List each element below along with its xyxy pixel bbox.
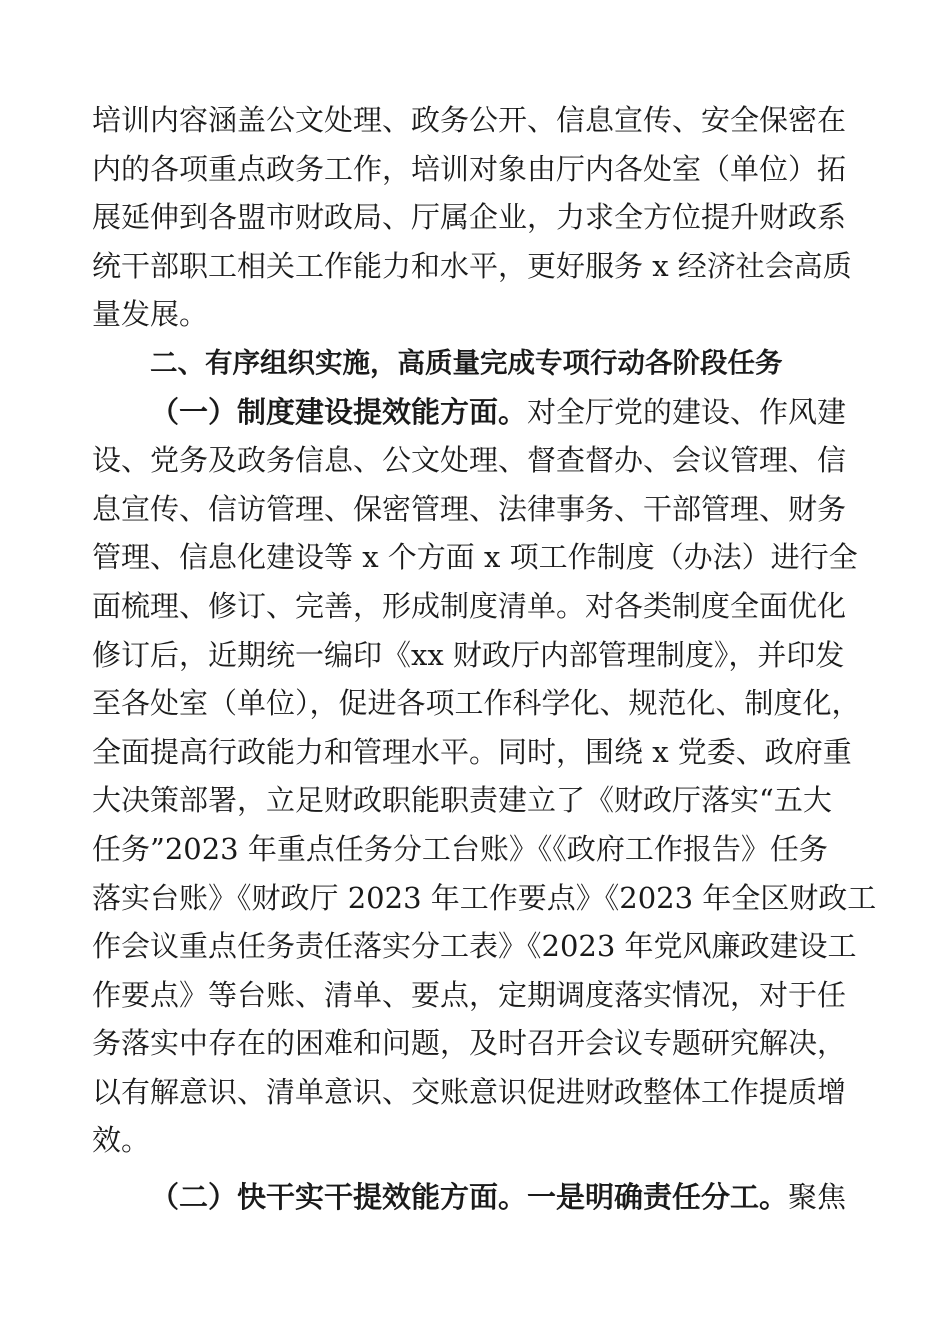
document-page <box>92 96 877 1222</box>
paragraph-system-building <box>92 388 877 1166</box>
text-line: 设、党务及政务信息、公文处理、督查督办、会议管理、信 <box>92 443 847 478</box>
text-line: 修订后，近期统一编印《xx 财政厅内部管理制度》，并印发 <box>92 637 845 672</box>
text-line <box>92 1173 858 1222</box>
text-line: 大决策部署，立足财政职能职责建立了《财政厅落实“五大 <box>92 783 832 818</box>
text-line: 面梳理、修订、完善，形成制度清单。对各类制度全面优化 <box>92 588 847 623</box>
paragraph-training <box>92 96 858 339</box>
text-line <box>92 388 858 437</box>
text-span-bold: 一是明确责任分工。 <box>527 1180 789 1215</box>
text-line: 息宣传、信访管理、保密管理、法律事务、干部管理、财务 <box>92 491 847 526</box>
text-line: 展延伸到各盟市财政局、厅属企业，力求全方位提升财政系 <box>92 200 847 235</box>
text-line: 务落实中存在的困难和问题，及时召开会议专题研究解决， <box>92 1026 847 1061</box>
text-line: 管理、信息化建设等 x 个方面 x 项工作制度（办法）进行全 <box>92 540 858 575</box>
text-line: 培训内容涵盖公文处理、政务公开、信息宣传、安全保密在 <box>92 103 847 137</box>
text-line: 全面提高行政能力和管理水平。同时，围绕 x 党委、政府重 <box>92 734 852 769</box>
text-line: 任务”2023 年重点任务分工台账》《《政府工作报告》任务 <box>92 831 828 866</box>
text-line: 量发展。 <box>92 297 209 332</box>
text-line: 作会议重点任务责任落实分工表》《2023 年党风廉政建设工 <box>92 929 857 964</box>
text-span: 聚焦 <box>788 1180 847 1215</box>
paragraph-execution <box>92 1173 858 1222</box>
text-line: 作要点》等台账、清单、要点，定期调度落实情况，对于任 <box>92 977 847 1012</box>
subsection-title: （二）快干实干提效能方面。 <box>150 1180 528 1215</box>
text-line: 统干部职工相关工作能力和水平，更好服务 x 经济社会高质 <box>92 248 852 283</box>
text-line: 至各处室（单位），促进各项工作科学化、规范化、制度化， <box>92 686 861 721</box>
text-line: 内的各项重点政务工作，培训对象由厅内各处室（单位）拓 <box>92 151 847 186</box>
subsection-title: （一）制度建设提效能方面。 <box>150 394 528 429</box>
text-line: 以有解意识、清单意识、交账意识促进财政整体工作提质增 <box>92 1074 847 1109</box>
text-line: 落实台账》《财政厅 2023 年工作要点》《2023 年全区财政工 <box>92 880 877 915</box>
text-line: 效。 <box>92 1123 151 1158</box>
section-heading: 二、有序组织实施，高质量完成专项行动各阶段任务 <box>150 346 783 379</box>
text-span: 对全厅党的建设、作风建 <box>527 394 847 429</box>
